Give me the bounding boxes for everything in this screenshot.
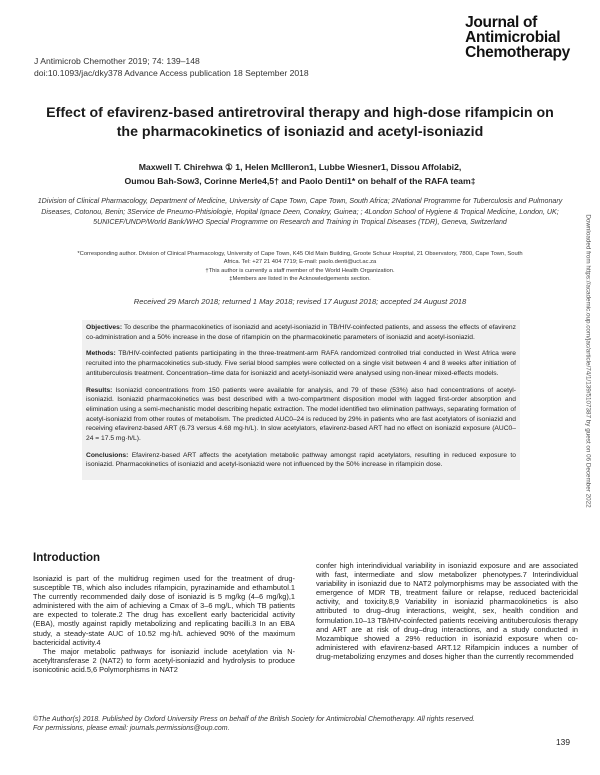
affiliations: 1Division of Clinical Pharmacology, Department of Medicine, University of Cape Town, Cape Town, South Africa; 2National Programme for Tuberculosis and Pulmonary Diseases, Cotonou, Benin; 3Service de Pneumo-Phtisiologie, Hopital Ignace Deen, Conakry, Guinea; ; 4London School of Hygiene & Tropical Medicine, London, UK; 5UNICEF/UNDP/World Bank/WHO Special Programme on Research and Training in Tropical Diseases (TDR), Geneva, Switzerland bbox=[37, 197, 563, 226]
conclusions-label: Conclusions: bbox=[86, 451, 129, 459]
corresponding-line-2: †This author is currently a staff member of the World Health Organization. bbox=[205, 267, 395, 274]
permissions-line[interactable]: For permissions, please email: journals.permissions@oup.com. bbox=[33, 725, 230, 733]
author-list bbox=[40, 160, 560, 188]
received-dates: Received 29 March 2018; returned 1 May 2018; revised 17 August 2018; accepted 24 August 2018 bbox=[133, 297, 467, 306]
journal-logo bbox=[465, 15, 570, 60]
citation-block bbox=[34, 55, 309, 79]
citation-line-2: doi:10.1093/jac/dky378 Advance Access publication 18 September 2018 bbox=[34, 68, 309, 78]
authors-line-1[interactable]: Maxwell T. Chirehwa ① 1, Helen McIlleron1, Lubbe Wiesner1, Dissou Affolabi2, bbox=[138, 162, 462, 172]
article-title: Effect of efavirenz-based antiretroviral therapy and high-dose rifampicin on the pharmacokinetics of isoniazid and acetyl-isoniazid bbox=[46, 105, 554, 140]
copyright-line: ©The Author(s) 2018. Published by Oxford University Press on behalf of the British Society for Antimicrobial Chemotherapy. All rights reserved. bbox=[33, 716, 475, 723]
logo-line-1: Journal of bbox=[465, 14, 537, 31]
introduction-heading: Introduction bbox=[33, 552, 101, 564]
abstract-methods bbox=[86, 349, 516, 378]
body-column-right bbox=[316, 561, 578, 661]
abstract-box bbox=[82, 320, 520, 480]
authors-line-2[interactable]: Oumou Bah-Sow3, Corinne Merle4,5† and Paolo Denti1* on behalf of the RAFA team‡ bbox=[124, 176, 476, 186]
intro-paragraph-2: The major metabolic pathways for isoniazid include acetylation via N-acetyltransferase 2 (NAT2) to form acetyl-isoniazid and hydrolysis to produce isonicotinic acid.5,6 Polymorphisms in NAT2 bbox=[33, 646, 295, 674]
body-column-left bbox=[33, 574, 295, 674]
conclusions-text: Efavirenz-based ART affects the acetylation metabolic pathway amongst rapid acetylators, resulting in reduced exposure to isoniazid. Pharmacokinetics of isoniazid and acetyl-isoniazid were not influenced by the 50% increase in rifampicin dose. bbox=[86, 451, 517, 469]
intro-paragraph-3: confer high interindividual variability in isoniazid exposure and are associated with fast, intermediate and slow metabolizer phenotypes.7 Interindividual variability in isoniazid due to NAT2 polymorphisms may be associated with the emergence of MDR TB, treatment failure or relapse, reduced bactericidal activity, and toxicity.8,9 Variability in isoniazid pharmacokinetics is also attributed to drug–drug interactions, weight, sex, health condition and formulation.10–13 TB/HIV-coinfected patients receiving antituberculosis therapy and ART are at risk of drug–drug interactions, and a study conducted in Mozambique showed a 29% reduction in isoniazid exposure when co-administered with efavirenz-based ART.12 Rifampicin induces a number of drug-metabolizing enzymes and doses higher than the currently recommended bbox=[316, 561, 578, 661]
page-number: 139 bbox=[556, 737, 570, 747]
download-side-note bbox=[581, 106, 595, 616]
abstract-results bbox=[86, 386, 516, 444]
logo-line-2: Antimicrobial bbox=[465, 29, 561, 46]
results-text: Isoniazid concentrations from 150 patients were available for analysis, and 79 of these (53%) also had concentrations of acetyl-isoniazid. Isoniazid pharmacokinetics was best described with a two-compartment disposition model with lagged first-order absorption and elimination using a semi-mechanistic model describing hepatic extraction. The model identified two elimination pathways, separating formation of acetyl-isoniazid from other routes of metabolism. The predicted AUC0–24 is reduced by 29% in patients who are fast acetylators of isoniazid and receiving efavirenz-based ART (6.73 versus 4.68 mg·h/L). In slow acetylators, efavirenz-based ART had no effect on isoniazid exposure (AUC0–24 = 17.5 mg·h/L). bbox=[86, 386, 516, 443]
methods-label: Methods: bbox=[86, 350, 116, 358]
intro-paragraph-1: Isoniazid is part of the multidrug regimen used for the treatment of drug-susceptible TB, which also includes rifampicin, pyrazinamide and ethambutol.1 The currently recommended daily dose of isoniazid is 5 mg/kg (4–6 mg/kg),1 administered with the aim of achieving a Cmax of 3–6 mg/L, which TB patients are expected to tolerate.2 The drug has excellent early bactericidal activity (EBA), mostly against rapidly metabolizing and replicating bacilli.3 In an EBA study, a steady-state AUC of 10.52 mg·h/L achieved 90% of the maximum bactericidal activity.4 bbox=[33, 574, 295, 647]
objectives-text: To describe the pharmacokinetics of isoniazid and acetyl-isoniazid in TB/HIV-coinfected patients, and assess the effects of efavirenz co-administration and a 50% increase in the dose of rifampicin on the pharmacokinetic parameters of isoniazid and acetyl-isoniazid. bbox=[86, 324, 516, 341]
methods-text: TB/HIV-coinfected patients participating in the three-treatment-arm RAFA randomized controlled trial conducted in West Africa were recruited into the pharmacokinetics sub-study. Five serial blood samples were collected on a single visit between 4 and 8 weeks after initiation of antituberculosis treatment. Concentration–time data for isoniazid and acetyl-isoniazid were analysed using non-linear mixed-effects models. bbox=[86, 350, 516, 377]
citation-line-1: J Antimicrob Chemother 2019; 74: 139–148 bbox=[34, 56, 200, 66]
corresponding-line-1: *Corresponding author. Division of Clinical Pharmacology, University of Cape Town, K45 Old Main Building, Groote Schuur Hospital, 21 Observatory, 7800, Cape Town, South Africa. Tel: +27 21 404 7719; E-mail: paolo.denti@uct.ac.za bbox=[77, 251, 523, 266]
logo-line-3: Chemotherapy bbox=[465, 44, 570, 61]
objectives-label: Objectives: bbox=[86, 324, 123, 331]
corresponding-line-3: ‡Members are listed in the Acknowledgements section. bbox=[229, 276, 371, 283]
results-label: Results: bbox=[86, 386, 113, 394]
abstract-conclusions bbox=[86, 451, 516, 470]
download-note-text[interactable]: Downloaded from https://academic.oup.com/jac/article/74/1/139/5107387 by guest on 06 December 2022 bbox=[584, 214, 592, 508]
copyright-footer bbox=[33, 715, 573, 734]
corresponding-author-note bbox=[70, 250, 530, 284]
abstract-objectives bbox=[86, 323, 516, 342]
